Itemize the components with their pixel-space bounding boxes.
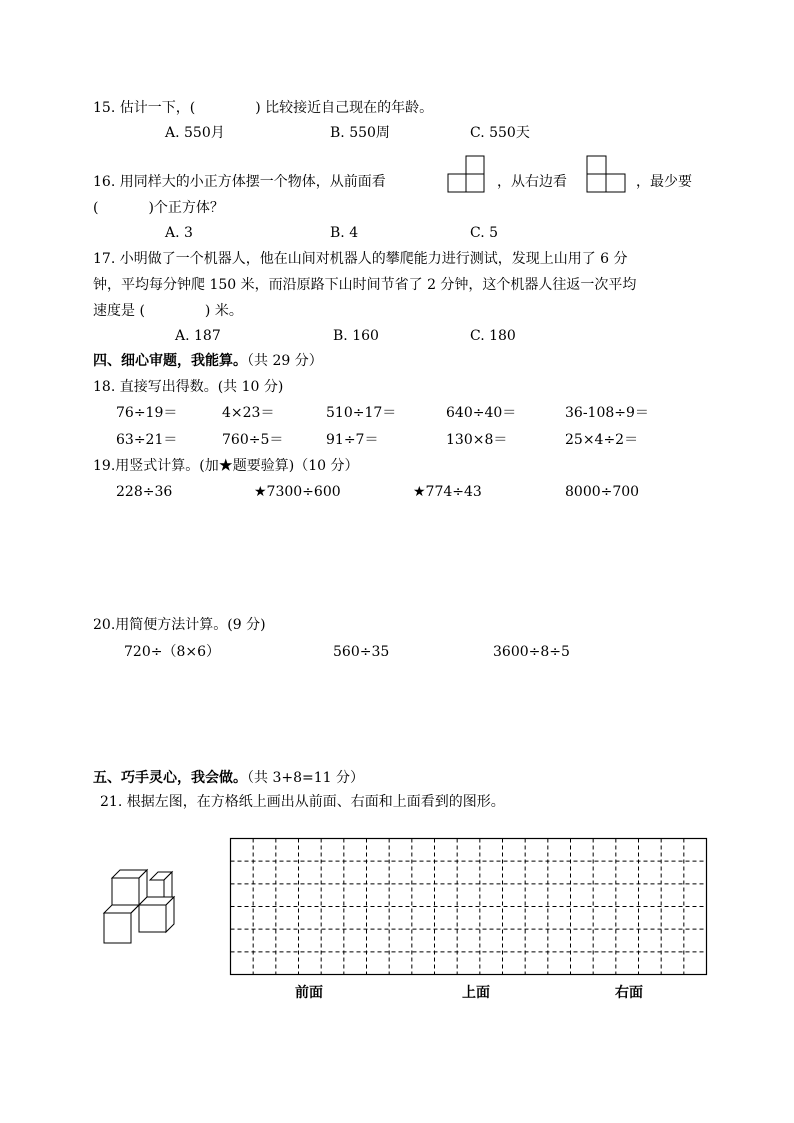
q17-option-b: B. 160 [333,328,379,344]
q15-text-b: ) 比较接近自己现在的年龄。 [255,100,434,116]
q18-r1-c1: 76÷19＝ [116,405,178,421]
q17-line3 [93,304,243,318]
left-cube-front [104,913,131,943]
q16-line2 [93,201,224,215]
q17-line1: 17. 小明做了一个机器人，他在山间对机器人的攀爬能力进行测试，发现上山用了 6 分 [93,251,628,267]
q19-item-3: ★774÷43 [413,484,482,500]
q16-option-a: A. 3 [165,225,193,241]
q20-item-3: 3600÷8÷5 [493,644,570,660]
q18-r2-c1: 63÷21＝ [116,432,178,448]
q17-line2: 钟，平均每分钟爬 150 米，而沿原路下山时间节省了 2 分钟，这个机器人往返一次平均 [93,277,637,293]
q18-r2-c3: 91÷7＝ [326,432,379,448]
section4-heading [93,354,323,368]
q15-stem [93,101,433,115]
q15-text-a: 15. 估计一下，( [93,100,196,116]
q15-option-c: C. 550天 [470,125,530,141]
grid-paper[interactable] [230,838,707,975]
q17-option-c: C. 180 [470,328,516,344]
q16-option-b: B. 4 [330,225,359,241]
q19-title: 19.用竖式计算。(加★题要验算)（10 分） [93,458,359,474]
left-cube-top [104,905,139,913]
square [587,174,606,192]
square [466,174,484,192]
q18-r2-c4: 130×8＝ [446,432,508,448]
section5-heading [93,771,364,785]
q18-r1-c3: 510÷17＝ [326,405,397,421]
q16-text-a: 16. 用同样大的小正方体摆一个物体，从前面看 [93,174,386,190]
cube-stack-figure [102,868,182,948]
q17-line3-b: ) 米。 [204,303,243,319]
label-right: 右面 [615,985,643,1001]
q19-item-4: 8000÷700 [565,484,640,500]
q21-text: 21. 根据左图，在方格纸上画出从前面、右面和上面看到的图形。 [100,794,505,810]
right-cube-front [139,905,166,932]
q18-title: 18. 直接写出得数。(共 10 分) [93,379,284,395]
q20-title: 20.用简便方法计算。(9 分) [93,617,266,633]
q15-option-b: B. 550周 [330,125,390,141]
square [448,174,466,192]
q19-item-2: ★7300÷600 [254,484,341,500]
q15-option-a: A. 550月 [165,125,225,141]
q18-r1-c5: 36-108÷9＝ [565,405,649,421]
q16-front-view-figure [447,155,487,195]
q16-option-c: C. 5 [470,225,499,241]
square [466,156,484,174]
square [606,174,625,192]
q18-r2-c5: 25×4÷2＝ [565,432,639,448]
upper-cube-front [112,878,139,905]
q19-item-1: 228÷36 [116,484,173,500]
square [587,156,606,174]
q18-r1-c2: 4×23＝ [222,405,275,421]
label-top: 上面 [462,985,490,1001]
q18-r1-c4: 640÷40＝ [446,405,517,421]
q17-line3-a: 速度是 ( [93,303,145,319]
q20-item-1: 720÷（8×6） [124,644,220,660]
q16-right-view-figure [586,155,628,195]
q17-option-a: A. 187 [175,328,221,344]
section4-title: 四、细心审题，我能算。 [93,353,247,369]
q16-text-c: ，最少要 [636,174,692,190]
label-front: 前面 [295,985,323,1001]
section5-score: （共 3+8=11 分） [247,770,364,786]
q16-text-b: ，从右边看 [497,174,567,190]
q18-r2-c2: 760÷5＝ [222,432,284,448]
q16-line2-a: ( [93,200,99,216]
q20-item-2: 560÷35 [333,644,390,660]
section5-title: 五、巧手灵心，我会做。 [93,770,247,786]
section4-score: （共 29 分） [247,353,323,369]
q16-line2-b: )个正方体？ [148,200,224,216]
